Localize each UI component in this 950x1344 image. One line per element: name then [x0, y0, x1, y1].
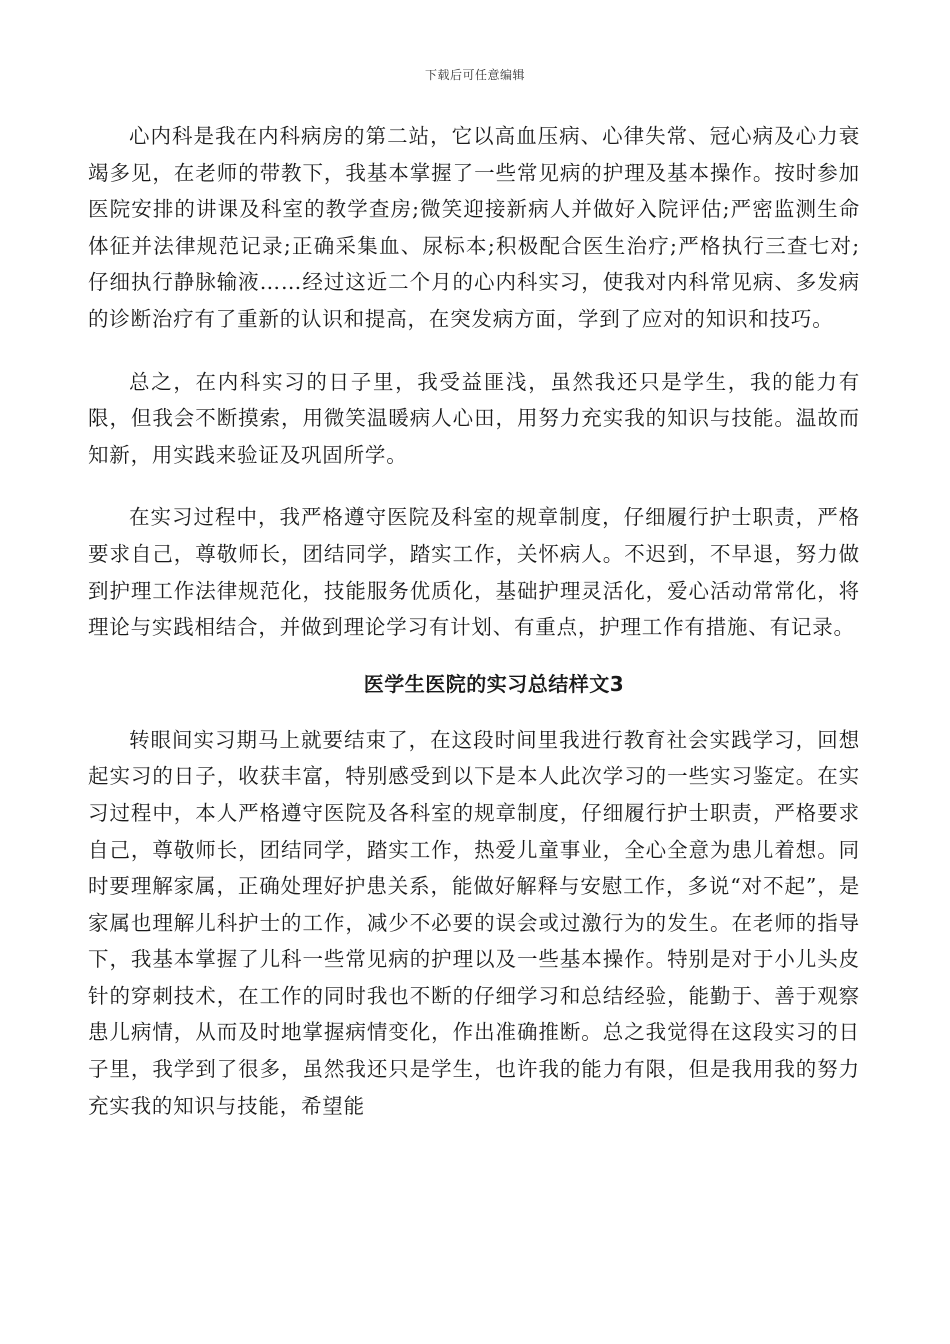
section-title: 医学生医院的实习总结样文3	[363, 671, 625, 696]
document-body	[88, 118, 860, 1124]
paragraph-conduct: 在实习过程中，我严格遵守医院及科室的规章制度，仔细履行护士职责，严格要求自己，尊敬师长，团结同学，踏实工作，关怀病人。不迟到，不早退，努力做到护理工作法律规范化，技能服务优质化，基础护理灵活化，爱心活动常常化，将理论与实践相结合，并做到理论学习有计划、有重点，护理工作有措施、有记录。	[88, 505, 860, 640]
paragraph-gap	[88, 473, 860, 499]
paragraph-section-3: 转眼间实习期马上就要结束了，在这段时间里我进行教育社会实践学习，回想起实习的日子，收获丰富，特别感受到以下是本人此次学习的一些实习鉴定。在实习过程中，本人严格遵守医院及各科室的规章制度，仔细履行护士职责，严格要求自己，尊敬师长，团结同学，踏实工作，热爱儿童事业，全心全意为患儿着想。同时要理解家属，正确处理好护患关系，能做好解释与安慰工作，多说“对不起”，是家属也理解儿科护士的工作，减少不必要的误会或过激行为的发生。在老师的指导下，我基本掌握了儿科一些常见病的护理以及一些基本操作。特别是对于小儿头皮针的穿刺技术，在工作的同时我也不断的仔细学习和总结经验，能勤于、善于观察患儿病情，从而及时地掌握病情变化，作出准确推断。总之我觉得在这段实习的日子里，我学到了很多，虽然我还只是学生，也许我的能力有限，但是我用我的努力充实我的知识与技能，希望能	[88, 727, 860, 1118]
paragraph-gap	[88, 646, 860, 666]
paragraph-gap	[88, 702, 860, 722]
header-note: 下载后可任意编辑	[424, 68, 525, 82]
paragraph-cardiology: 心内科是我在内科病房的第二站，它以高血压病、心律失常、冠心病及心力衰竭多见，在老师的带教下，我基本掌握了一些常见病的护理及基本操作。按时参加医院安排的讲课及科室的教学查房;微笑迎接新病人并做好入院评估;严密监测生命体征并法律规范记录;正确采集血、尿标本;积极配合医生治疗;严格执行三查七对;仔细执行静脉输液……经过这近二个月的心内科实习，使我对内科常见病、多发病的诊断治疗有了重新的认识和提高，在突发病方面，学到了应对的知识和技巧。	[88, 124, 860, 331]
paragraph-summary: 总之，在内科实习的日子里，我受益匪浅，虽然我还只是学生，我的能力有限，但我会不断摸索，用微笑温暖病人心田，用努力充实我的知识与技能。温故而知新，用实践来验证及巩固所学。	[88, 369, 860, 467]
paragraph-gap	[88, 338, 860, 364]
